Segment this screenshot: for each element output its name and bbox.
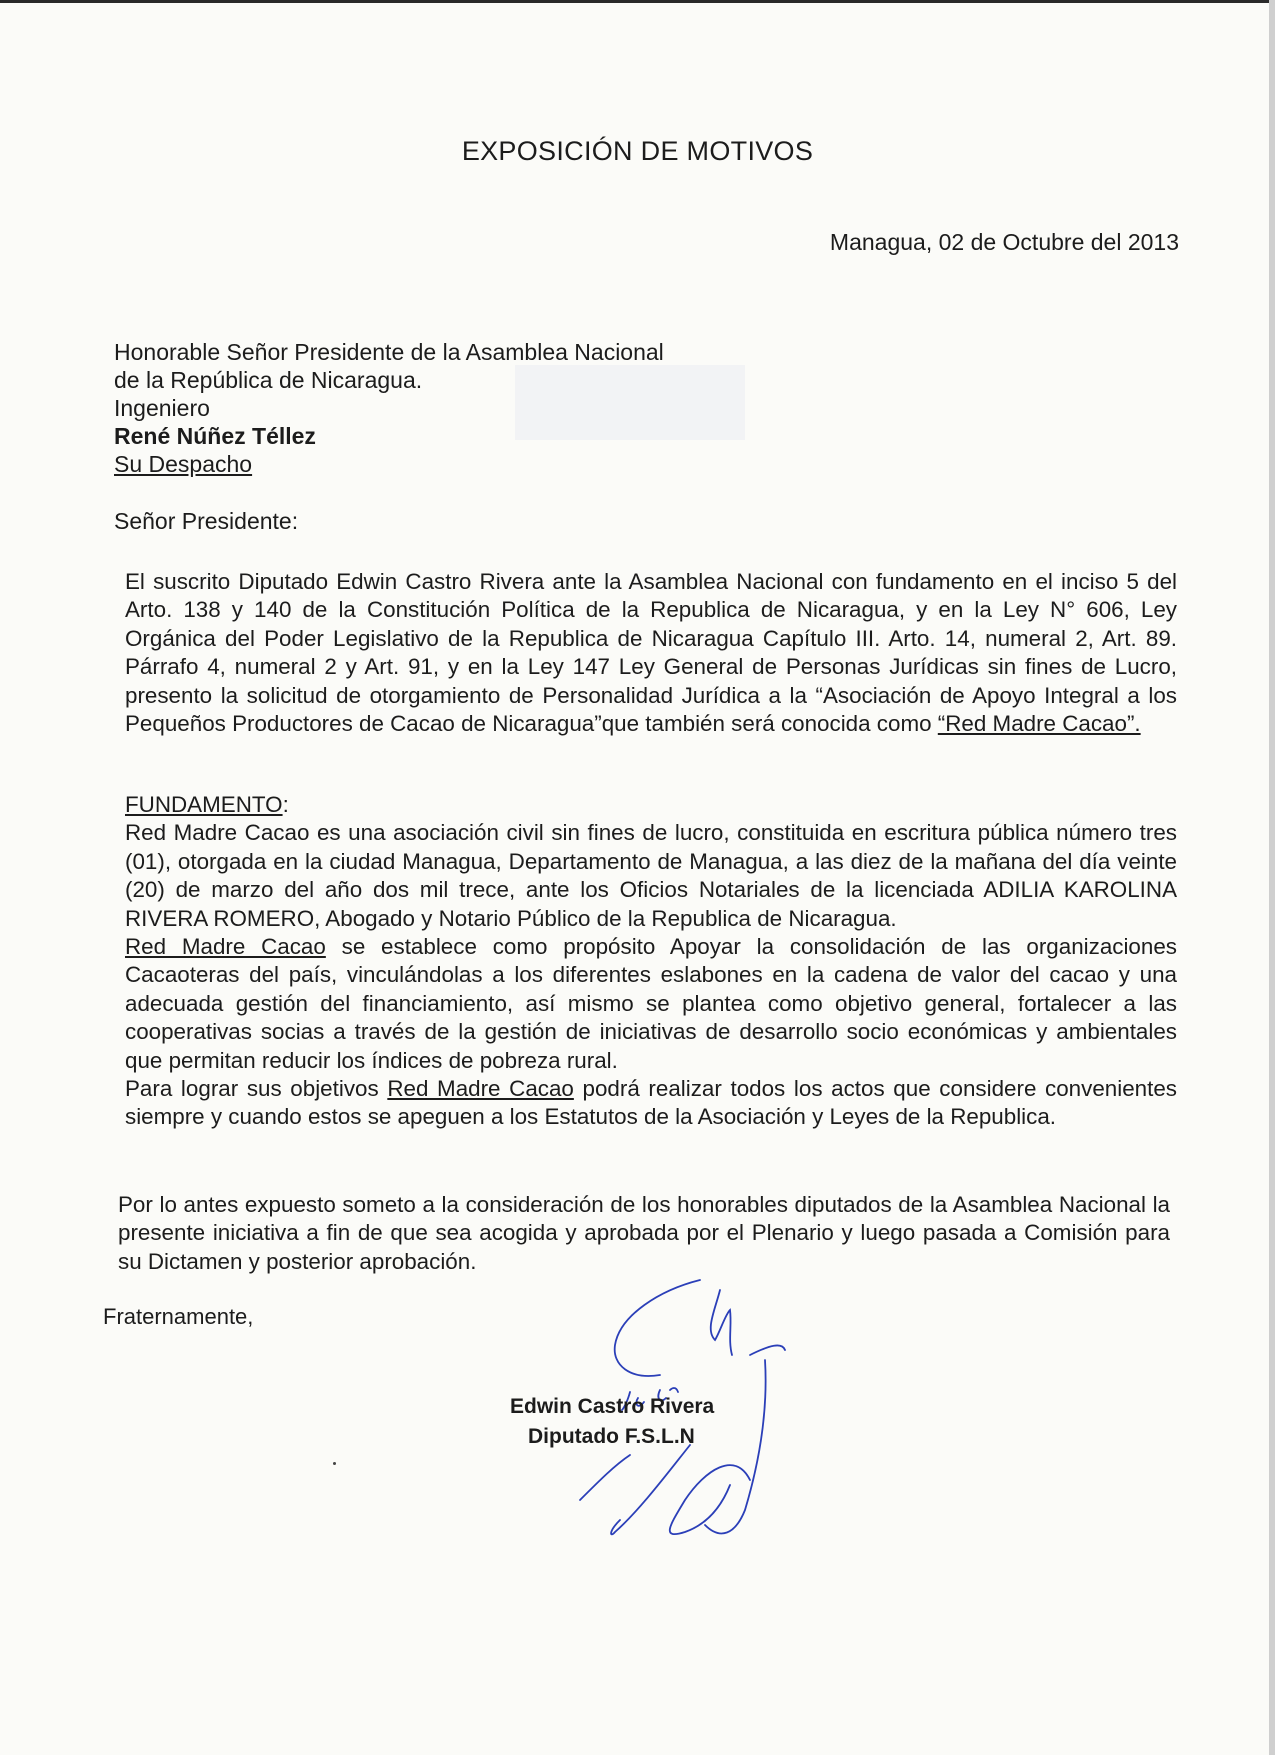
addressee-line-1: Honorable Señor Presidente de la Asamblea Nacional (114, 339, 664, 365)
addressee-despacho: Su Despacho (114, 451, 253, 477)
scan-top-edge (0, 0, 1275, 3)
signer-block (510, 1392, 714, 1452)
paragraph-objectives (125, 1075, 1177, 1132)
signer-title: Diputado F.S.L.N (528, 1425, 695, 1448)
paragraph-request (125, 568, 1177, 738)
addressee-line-3: Ingeniero (114, 395, 210, 421)
salutation: Señor Presidente: (114, 508, 299, 534)
scan-speck (333, 1462, 336, 1465)
closing: Fraternamente, (103, 1304, 254, 1329)
purpose-org-name: Red Madre Cacao (125, 934, 326, 960)
document-date: Managua, 02 de Octubre del 2013 (829, 229, 1179, 255)
addressee-name: René Núñez Téllez (114, 423, 316, 449)
objectives-org-name: Red Madre Cacao (387, 1076, 574, 1102)
document-title: EXPOSICIÓN DE MOTIVOS (461, 136, 814, 166)
addressee-line-2: de la República de Nicaragua. (114, 367, 423, 393)
fundamento-heading (125, 791, 1177, 819)
objectives-text-a: Para lograr sus objetivos (125, 1076, 388, 1102)
fundamento-colon: : (282, 792, 289, 817)
fundamento-section (125, 791, 1177, 1132)
scan-right-edge (1269, 0, 1275, 1755)
addressee-block (114, 338, 664, 478)
paragraph-purpose-text: se establece como propósito Apoyar la consolidación de las organizaciones Cacaoteras del país, vinculándolas a los diferentes eslabones en la cadena de valor del cacao y una adecuada gestión del financiamiento, así mismo se plantea como objetivo general, fortalecer a las cooperativas socias a través de la gestión de iniciativas de desarrollo socio económicas y ambientales que permitan reducir los índices de pobreza rural. (125, 934, 1177, 1073)
paragraph-purpose (125, 933, 1177, 1075)
paragraph-constitution: Red Madre Cacao es una asociación civil sin fines de lucro, constituida en escritura pública número tres (01), otorgada en la ciudad Managua, Departamento de Managua, a las diez de la mañana del día veinte (20) de marzo del año dos mil trece, ante los Oficios Notariales de la licenciada ADILIA KAROLINA RIVERA ROMERO, Abogado y Notario Público de la Republica de Nicaragua. (125, 820, 1177, 931)
paragraph-submission: Por lo antes expuesto someto a la consideración de los honorables diputados de la Asamblea Nacional la presente iniciativa a fin de que sea acogida y aprobada por el Plenario y luego pasada a Comisión para su Dictamen y posterior aprobación. (118, 1192, 1170, 1274)
red-madre-cacao-reference: “Red Madre Cacao”. (937, 711, 1141, 737)
fundamento-label: FUNDAMENTO (125, 792, 283, 817)
objectives-text-b: podrá realizar todos los actos que considere convenientes siempre y cuando estos se apeguen a los Estatutos de la Asociación y Leyes de la Republica. (125, 1076, 1177, 1130)
paragraph-request-text: El suscrito Diputado Edwin Castro Rivera ante la Asamblea Nacional con fundamento en el inciso 5 del Arto. 138 y 140 de la Constitución Política de la Republica de Nicaragua, y en la Ley N° 606, Ley Orgánica del Poder Legislativo de la Republica de Nicaragua Capítulo III. Arto. 14, numeral 2, Art. 89. Párrafo 4, numeral 2 y Art. 91, y en la Ley 147 Ley General de Personas Jurídicas sin fines de Lucro, presento la solicitud de otorgamiento de Personalidad Jurídica a la “Asociación de Apoyo Integral a los Pequeños Productores de Cacao de Nicaragua”que también será conocida como (125, 569, 1177, 737)
signer-name: Edwin Castro Rivera (510, 1395, 715, 1418)
